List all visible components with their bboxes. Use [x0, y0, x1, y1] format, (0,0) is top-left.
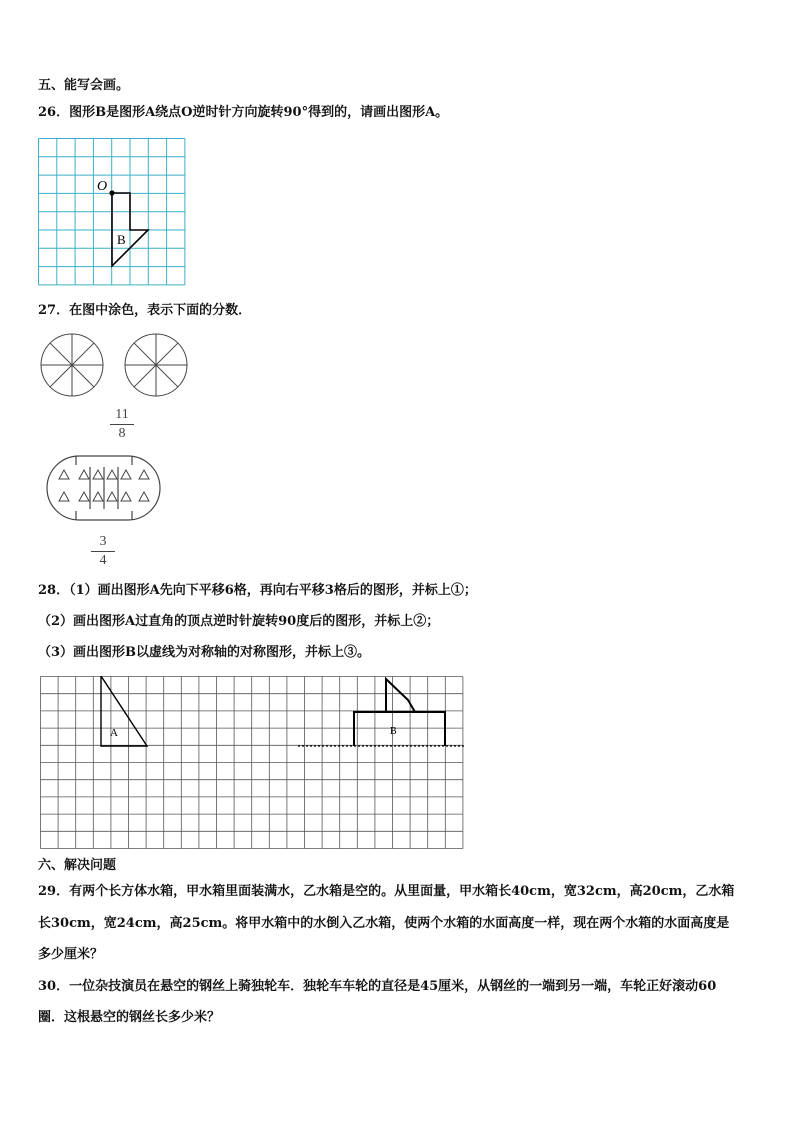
triangle-mark — [79, 470, 89, 479]
question-26-text: 26．图形B是图形A绕点O逆时针方向旋转90°得到的，请画出图形A。 — [38, 105, 449, 120]
question-28-part-1: 28．（1）画出图形A先向下平移6格，再向右平移3格后的图形，并标上①； — [38, 583, 477, 598]
question-30-line-1: 30．一位杂技演员在悬空的钢丝上骑独轮车．独轮车车轮的直径是45厘米，从钢丝的一端到另一端，车轮正好滚动60 — [38, 979, 717, 994]
shape-b-outline — [354, 712, 445, 746]
triangle-mark — [59, 492, 69, 501]
question-28-part-3: （3）画出图形B以虚线为对称轴的对称图形，并标上③。 — [38, 645, 371, 660]
triangle-mark — [79, 492, 89, 501]
label-a: A — [110, 727, 118, 739]
fraction-3-4-denominator: 4 — [99, 553, 107, 568]
capsule-dividers — [76, 456, 132, 520]
shape-b-flag — [386, 679, 415, 712]
translation-grid-figure — [40, 676, 466, 850]
triangles-capsule-figure — [46, 455, 162, 521]
section-5-title: 五、能写会画。 — [38, 78, 130, 93]
triangle-mark — [93, 492, 103, 501]
question-30-line-2: 圈．这根悬空的钢丝长多少米？ — [38, 1010, 221, 1025]
fraction-11-8-denominator: 8 — [118, 426, 126, 441]
question-29-line-3: 多少厘米？ — [38, 947, 104, 962]
question-29-line-2: 长30cm，宽24cm，高25cm。将甲水箱中的水倒入乙水箱，使两个水箱的水面高度一样，现在两个水箱的水面高度是 — [38, 916, 730, 931]
question-28-part-2: （2）画出图形A过直角的顶点逆时针旋转90度后的图形，并标上②； — [38, 614, 440, 629]
triangle-mark — [139, 492, 149, 501]
triangle-mark — [139, 470, 149, 479]
question-29-line-1: 29．有两个长方体水箱，甲水箱里面装满水，乙水箱是空的。从里面量，甲水箱长40cm，宽32cm，高20cm，乙水箱 — [38, 884, 735, 899]
label-o: O — [97, 179, 108, 194]
question-27-text: 27．在图中涂色，表示下面的分数． — [38, 303, 252, 318]
fraction-3-4 — [91, 534, 115, 569]
label-b: B — [117, 232, 126, 247]
triangle-mark — [107, 470, 117, 479]
section-6-title: 六、解决问题 — [38, 858, 117, 873]
fraction-11-8-numerator: 11 — [115, 407, 129, 422]
triangle-mark — [93, 470, 103, 479]
fraction-3-4-numerator: 3 — [99, 534, 107, 549]
triangle-mark — [121, 470, 131, 479]
triangle-mark — [121, 492, 131, 501]
rotation-grid-figure — [38, 138, 187, 287]
fraction-11-8 — [110, 407, 134, 442]
triangle-mark — [107, 492, 117, 501]
label-b: B — [390, 726, 397, 737]
triangle-mark — [59, 470, 69, 479]
fraction-circles-figure — [40, 330, 200, 400]
